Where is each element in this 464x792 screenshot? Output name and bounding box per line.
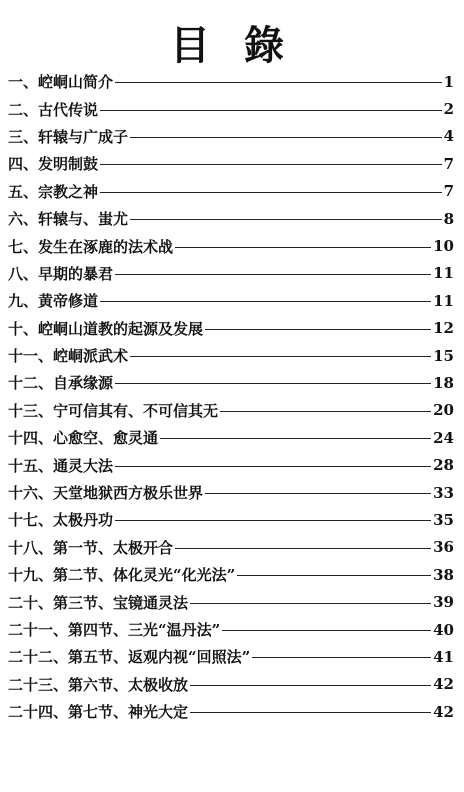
toc-leader-line — [222, 630, 431, 631]
toc-leader-line — [115, 82, 442, 83]
toc-entry[interactable] — [8, 588, 454, 615]
toc-leader-line — [175, 548, 431, 549]
toc-leader-line — [115, 466, 431, 467]
toc-entry[interactable] — [8, 287, 454, 314]
page-title: 目 錄 — [170, 22, 294, 69]
toc-entry[interactable] — [8, 451, 454, 478]
toc-leader-line — [252, 657, 431, 658]
toc-page-number: 11 — [433, 291, 454, 310]
toc-entry[interactable] — [8, 561, 454, 588]
toc-entry-label: 三、轩辕与广成子 — [8, 127, 129, 146]
toc-leader-line — [237, 575, 431, 576]
toc-page-number: 42 — [433, 675, 454, 694]
toc-leader-line — [130, 356, 431, 357]
toc-leader-line — [220, 411, 431, 412]
toc-entry[interactable] — [8, 698, 454, 725]
toc-page-number: 2 — [443, 100, 454, 119]
toc-entry[interactable] — [8, 506, 454, 533]
toc-leader-line — [190, 603, 431, 604]
toc-page-number: 41 — [433, 647, 454, 666]
toc-page-number: 36 — [433, 538, 454, 557]
toc-entry-label: 二十三、第六节、太极收放 — [8, 675, 189, 694]
toc-leader-line — [205, 329, 431, 330]
toc-leader-line — [190, 685, 431, 686]
toc-entry[interactable] — [8, 534, 454, 561]
toc-entry[interactable] — [8, 479, 454, 506]
toc-entry-label: 二十、第三节、宝镜通灵法 — [8, 593, 189, 612]
toc-page-number: 4 — [443, 127, 454, 146]
toc-entry[interactable] — [8, 260, 454, 287]
toc-leader-line — [100, 301, 431, 302]
toc-page-number: 39 — [433, 593, 454, 612]
toc-entry-label: 十六、天堂地狱西方极乐世界 — [8, 484, 204, 503]
toc-entry[interactable] — [8, 123, 454, 150]
toc-page-number: 33 — [433, 483, 454, 502]
toc-entry-label: 二十二、第五节、返观内视“回照法” — [8, 648, 251, 667]
toc-leader-line — [115, 383, 431, 384]
toc-leader-line — [100, 192, 442, 193]
toc-entry[interactable] — [8, 68, 454, 95]
toc-entry-label: 十七、太极丹功 — [8, 511, 114, 530]
toc-entry-label: 二十四、第七节、神光大定 — [8, 703, 189, 722]
toc-page-number: 28 — [433, 456, 454, 475]
toc-page-number: 11 — [433, 264, 454, 283]
toc-entry-label: 八、早期的暴君 — [8, 264, 114, 283]
toc-page-number: 35 — [433, 510, 454, 529]
toc-entry-label: 十九、第二节、体化灵光“化光法” — [8, 566, 236, 585]
toc-entry[interactable] — [8, 315, 454, 342]
toc-entry[interactable] — [8, 232, 454, 259]
toc-leader-line — [175, 247, 431, 248]
toc-entry-label: 二、古代传说 — [8, 100, 99, 119]
toc-leader-line — [100, 164, 442, 165]
toc-page-number: 15 — [433, 346, 454, 365]
toc-entry-label: 十、崆峒山道教的起源及发展 — [8, 319, 204, 338]
toc-page-number: 8 — [443, 209, 454, 228]
toc-entry[interactable] — [8, 178, 454, 205]
toc-entry-label: 十二、自承缘源 — [8, 374, 114, 393]
toc-page-number: 18 — [433, 373, 454, 392]
toc-page-number: 7 — [443, 154, 454, 173]
toc-entry-label: 四、发明制鼓 — [8, 155, 99, 174]
toc-entry-label: 二十一、第四节、三光“温丹法” — [8, 621, 221, 639]
toc-leader-line — [100, 110, 442, 111]
toc-page-number: 38 — [433, 565, 454, 584]
toc-leader-line — [115, 274, 431, 275]
toc-entry-label: 十三、宁可信其有、不可信其无 — [8, 401, 219, 420]
toc-entry[interactable] — [8, 671, 454, 698]
toc-entry-label: 十八、第一节、太极开合 — [8, 538, 174, 557]
toc-leader-line — [205, 493, 431, 494]
toc-page-number: 40 — [433, 620, 454, 639]
toc-page-number: 24 — [433, 428, 454, 447]
toc-entry[interactable] — [8, 205, 454, 232]
toc-page-number: 20 — [433, 401, 454, 420]
toc-entry[interactable] — [8, 397, 454, 424]
toc-leader-line — [160, 438, 431, 439]
toc-entry-label: 十一、崆峒派武术 — [8, 347, 129, 366]
toc-entry[interactable] — [8, 369, 454, 396]
toc-entry[interactable] — [8, 342, 454, 369]
toc-entry-label: 七、发生在涿鹿的法术战 — [8, 237, 174, 256]
toc-entry-label: 十四、心愈空、愈灵通 — [8, 429, 159, 448]
toc-page-number: 10 — [433, 237, 454, 256]
toc-entry[interactable] — [8, 150, 454, 177]
toc-entry[interactable] — [8, 643, 454, 670]
toc-entry[interactable] — [8, 95, 454, 122]
toc-page-number: 7 — [443, 182, 454, 201]
toc-entry-label: 十五、通灵大法 — [8, 456, 114, 475]
toc-leader-line — [130, 219, 442, 220]
toc-entry-label: 六、轩辕与、蚩尤 — [8, 210, 129, 229]
toc-page-number: 1 — [443, 72, 454, 91]
toc-leader-line — [190, 712, 431, 713]
toc-entry-label: 九、黄帝修道 — [8, 292, 99, 311]
toc-leader-line — [115, 520, 431, 521]
toc-entry-label: 一、崆峒山简介 — [8, 73, 114, 92]
toc-entry-label: 五、宗教之神 — [8, 182, 99, 201]
toc-entry[interactable] — [8, 616, 454, 643]
toc-leader-line — [130, 137, 442, 138]
toc-page-number: 12 — [433, 319, 454, 338]
toc-entry[interactable] — [8, 424, 454, 451]
toc-page-number: 42 — [433, 702, 454, 721]
table-of-contents — [8, 68, 454, 725]
